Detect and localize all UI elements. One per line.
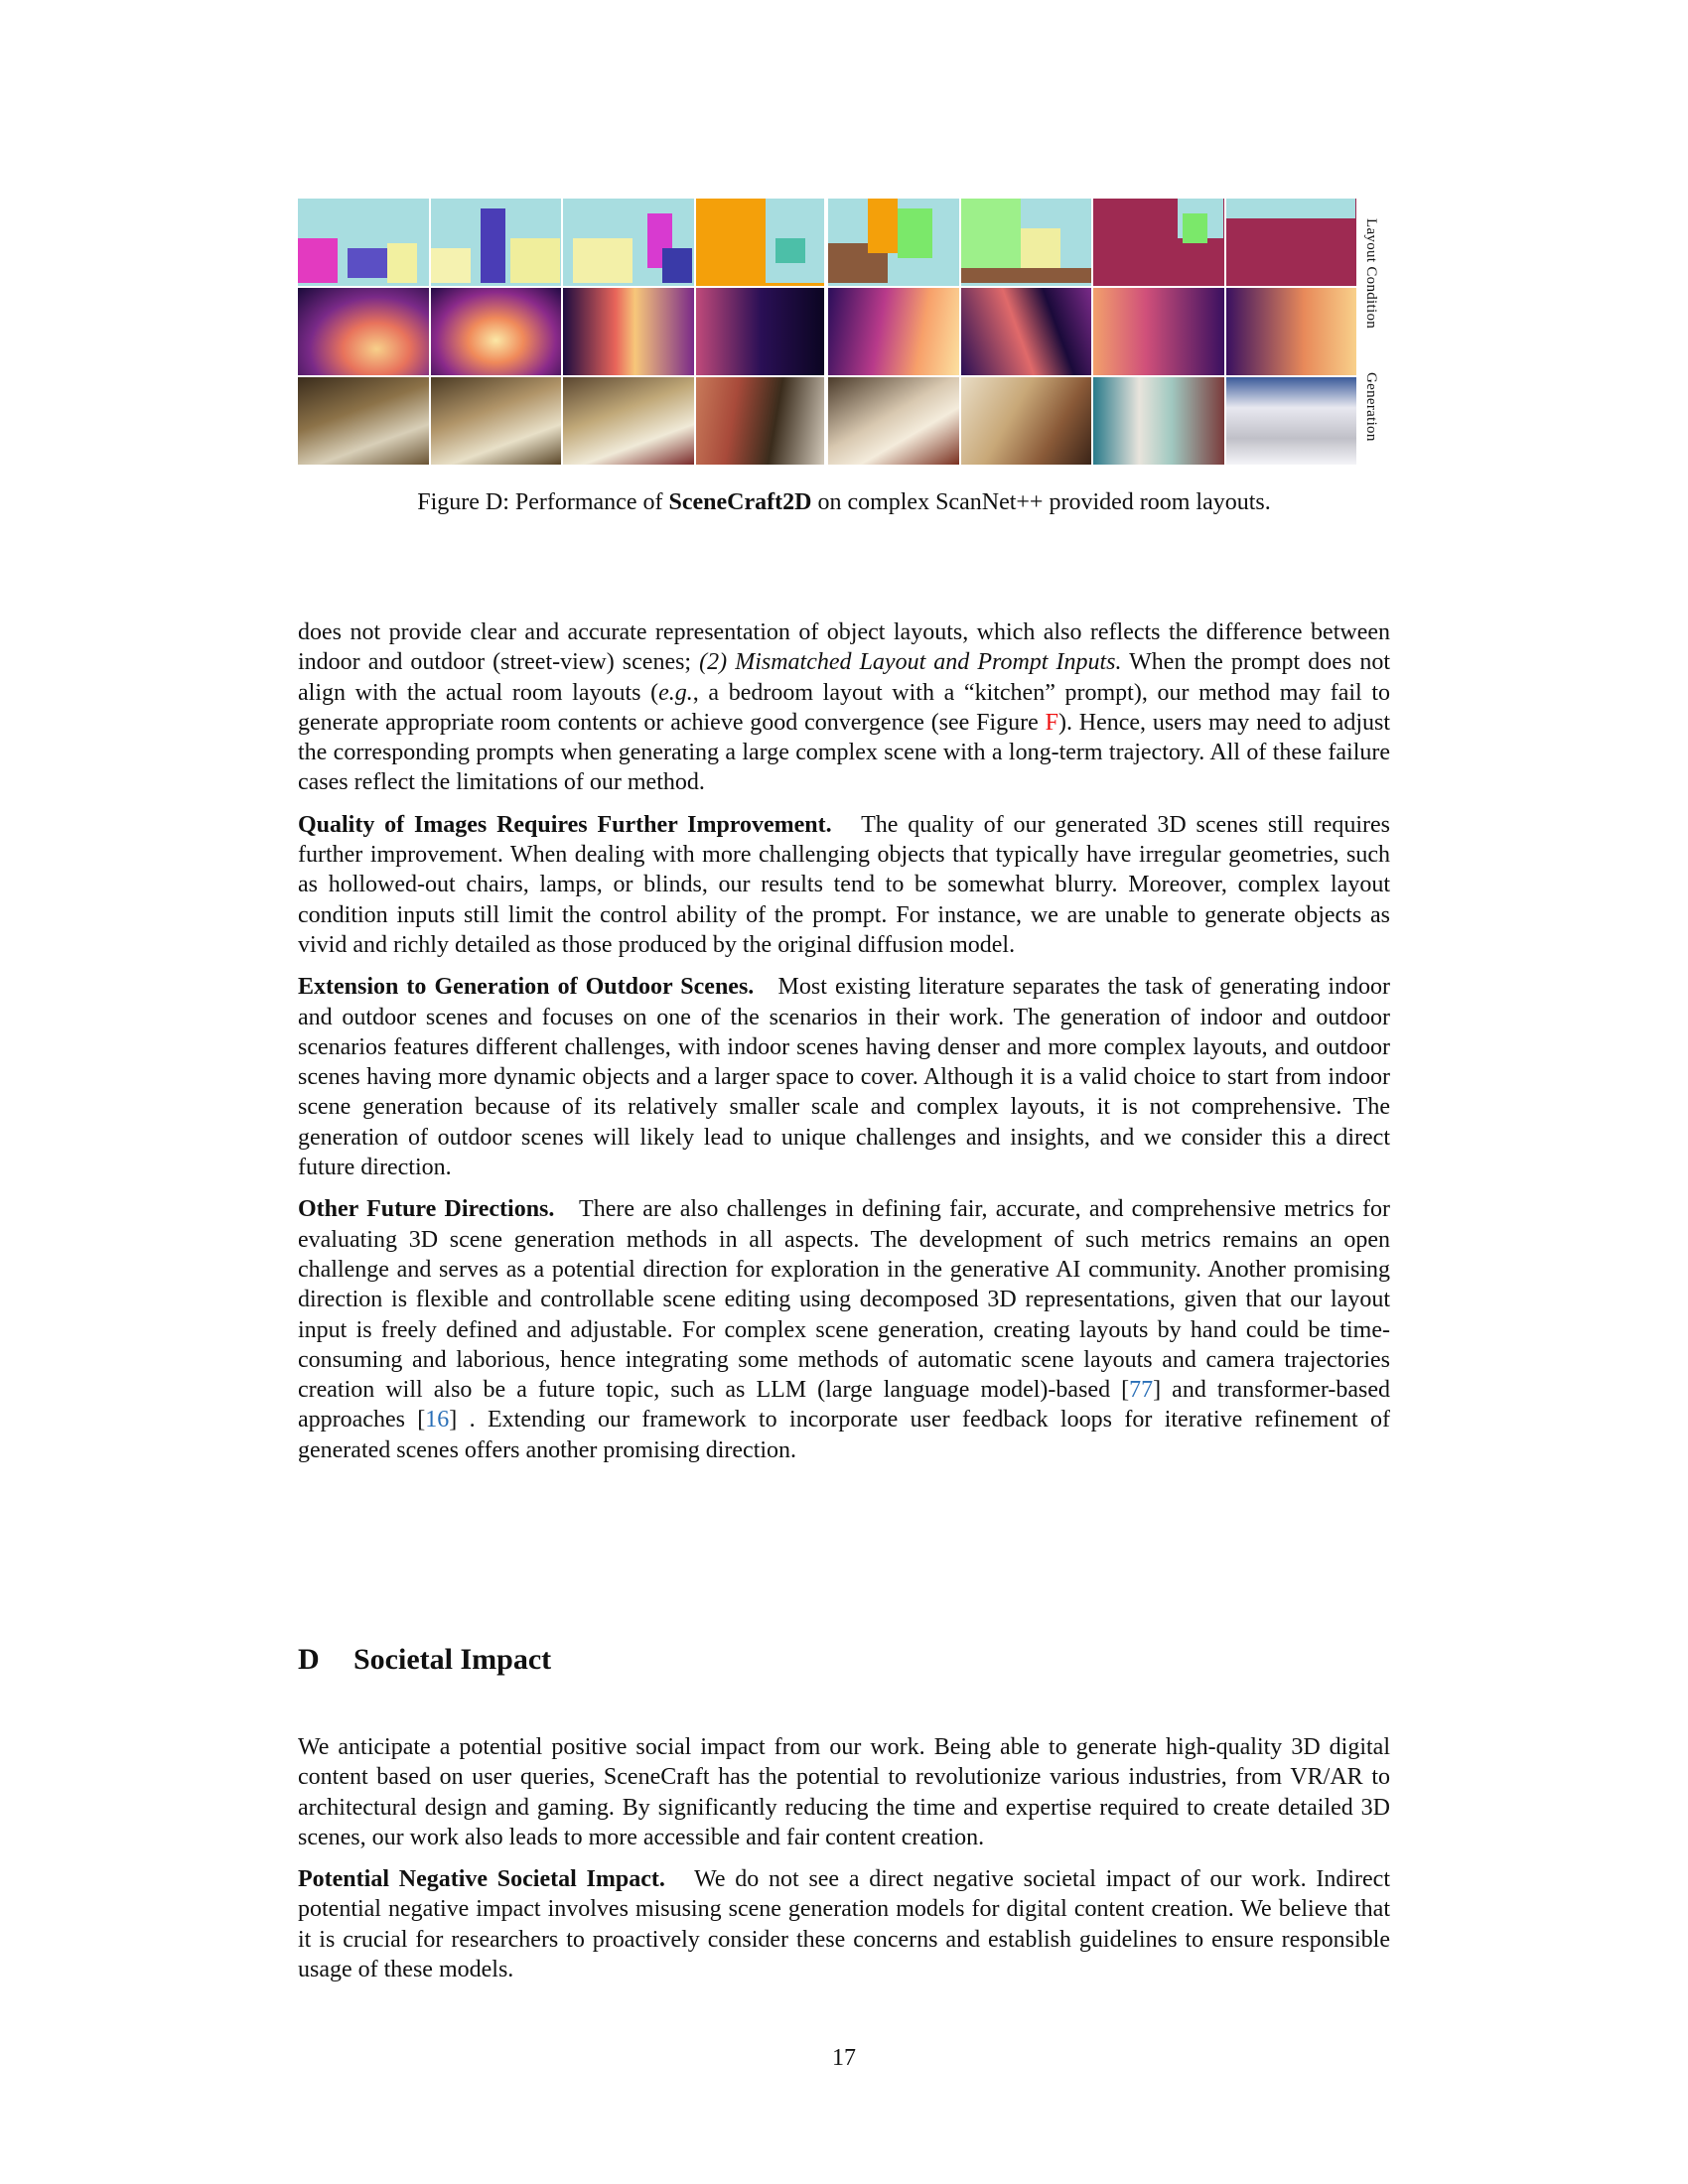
layout-map-1 xyxy=(298,199,429,286)
societal-impact-text xyxy=(298,1732,1390,1996)
citation-link[interactable]: 77 xyxy=(1129,1377,1154,1404)
paragraph-failure-cases xyxy=(298,617,1390,798)
paragraph-heading: Quality of Images Requires Further Improvement. xyxy=(298,811,832,838)
figure-divider xyxy=(824,199,828,465)
paragraph-body: ] . Extending our framework to incorporate user feedback loops for iterative refinement of generated scenes offers another promising direction. xyxy=(298,1407,1390,1463)
paragraph-outdoor-scenes xyxy=(298,972,1390,1182)
paragraph-body: Most existing literature separates the task of generating indoor and outdoor scenes and focuses on one of the scenarios in their work. The generation of indoor and outdoor scenarios features different challenges, with indoor scenes having denser and more complex layouts, and outdoor scenes having more dynamic objects and a larger space to cover. Although it is a valid choice to start from indoor scene generation because of its relatively smaller scale and complex layouts, it is not comprehensive. The generation of outdoor scenes will likely lead to unique challenges and insights, and we consider this a direct future direction. xyxy=(298,974,1391,1181)
depth-map-3 xyxy=(563,288,694,375)
caption-prefix: Figure D: Performance of xyxy=(417,489,669,515)
generated-image-4 xyxy=(696,377,827,465)
figure-d xyxy=(298,199,1390,465)
paragraph-body: ] and transformer-based approaches [ xyxy=(298,1377,1391,1433)
generated-image-2 xyxy=(431,377,562,465)
text-run: , a bedroom layout with a “kitchen” prompt), our method may fail to generate appropriate room contents or achieve good convergence (see Figure xyxy=(298,679,1390,736)
layout-map-8 xyxy=(1226,199,1357,286)
text-run: does not provide clear and accurate representation of object layouts, which also reflects the difference between indoor and outdoor (street-view) scenes; xyxy=(298,619,1390,676)
layout-map-6 xyxy=(961,199,1092,286)
caption-suffix: on complex ScanNet++ provided room layouts. xyxy=(811,489,1271,515)
layout-map-7 xyxy=(1093,199,1224,286)
citation-link[interactable]: 16 xyxy=(425,1407,450,1433)
paragraph-body: The quality of our generated 3D scenes still requires further improvement. When dealing with more challenging objects that typically have irregular geometries, such as hollowed-out chairs, lamps, or blinds, our results tend to be somewhat blurry. Moreover, complex layout condition inputs still limit the control ability of the prompt. For instance, we are unable to generate objects as vivid and richly detailed as those produced by the original diffusion model. xyxy=(298,811,1391,958)
caption-method-name: SceneCraft2D xyxy=(668,489,812,515)
depth-map-6 xyxy=(961,288,1092,375)
paragraph-image-quality xyxy=(298,810,1390,960)
paragraph-negative-impact xyxy=(298,1864,1390,1984)
generated-image-8 xyxy=(1226,377,1357,465)
row-label-layout-condition: Layout Condition xyxy=(1363,218,1379,330)
generated-image-3 xyxy=(563,377,694,465)
section-title: Societal Impact xyxy=(353,1643,552,1676)
row-label-generation: Generation xyxy=(1363,372,1379,442)
section-number: D xyxy=(298,1643,320,1676)
depth-map-2 xyxy=(431,288,562,375)
layout-map-5 xyxy=(828,199,959,286)
paragraph-future-directions xyxy=(298,1194,1390,1465)
figure-caption xyxy=(298,489,1390,516)
depth-map-4 xyxy=(696,288,827,375)
paragraph-body: We do not see a direct negative societal impact of our work. Indirect potential negative impact involves misusing scene generation models for digital content creation. We believe that it is crucial for researchers to proactively consider these concerns and establish guidelines to ensure responsible usage of these models. xyxy=(298,1866,1390,1983)
page-number: 17 xyxy=(832,2045,856,2071)
text-run: ). Hence, users may need to adjust the corresponding prompts when generating a large complex scene with a long-term trajectory. All of these failure cases reflect the limitations of our method. xyxy=(298,709,1390,796)
text-run: When the prompt does not align with the actual room layouts ( xyxy=(298,649,1390,706)
paragraph-heading: Other Future Directions. xyxy=(298,1196,555,1223)
depth-map-1 xyxy=(298,288,429,375)
layout-map-3 xyxy=(563,199,694,286)
layout-map-2 xyxy=(431,199,562,286)
paragraph-heading: Extension to Generation of Outdoor Scenes. xyxy=(298,974,755,1001)
text-run-italic: (2) Mismatched Layout and Prompt Inputs. xyxy=(699,649,1122,676)
paragraph-heading: Potential Negative Societal Impact. xyxy=(298,1866,665,1893)
figure-reference-link[interactable]: F xyxy=(1045,709,1058,736)
layout-map-4 xyxy=(696,199,827,286)
generated-image-6 xyxy=(961,377,1092,465)
text-run-italic: e.g. xyxy=(658,679,693,706)
paragraph-positive-impact: We anticipate a potential positive social impact from our work. Being able to generate high-quality 3D digital content based on user queries, SceneCraft has the potential to revolutionize various industries, from VR/AR to architectural design and gaming. By significantly reducing the time and expertise required to create detailed 3D scenes, our work also leads to more accessible and fair content creation. xyxy=(298,1734,1390,1850)
generated-image-7 xyxy=(1093,377,1224,465)
generated-image-1 xyxy=(298,377,429,465)
section-heading xyxy=(298,1643,551,1677)
body-text xyxy=(298,617,1390,1477)
paragraph-body: There are also challenges in defining fair, accurate, and comprehensive metrics for evaluating 3D scene generation methods in all aspects. The development of such metrics remains an open challenge and serves as a potential direction for exploration in the generative AI community. Another promising direction is flexible and controllable scene editing using decomposed 3D representations, given that our layout input is freely defined and adjustable. For complex scene generation, creating layouts by hand could be time-consuming and laborious, hence integrating some methods of automatic scene layouts and camera trajectories creation will also be a future topic, such as LLM (large language model)-based [ xyxy=(298,1196,1391,1404)
depth-map-5 xyxy=(828,288,959,375)
depth-map-8 xyxy=(1226,288,1357,375)
depth-map-7 xyxy=(1093,288,1224,375)
generated-image-5 xyxy=(828,377,959,465)
